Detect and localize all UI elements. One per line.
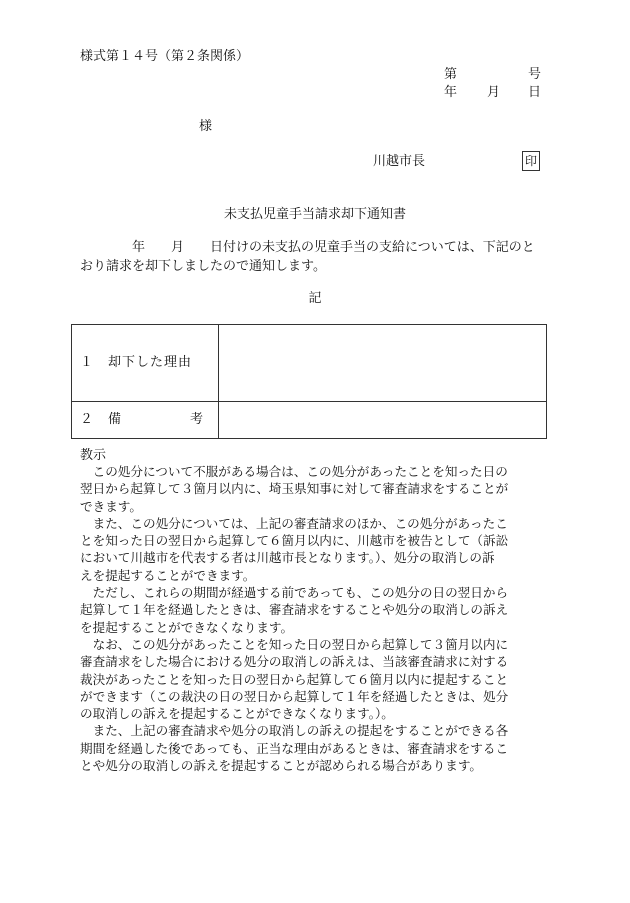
- notice-heading: 教示: [80, 448, 107, 463]
- notice-line: また、この処分については、上記の審査請求のほか、この処分があったこ: [92, 515, 508, 531]
- notice-line: 審査請求をした場合における処分の取消しの訴えは、当該審査請求に対する: [80, 654, 509, 670]
- notice-paragraph-1: [80, 463, 552, 515]
- notice-line: 期間を経過した後であっても、正当な理由があるときは、審査請求をするこ: [80, 740, 509, 756]
- remarks-label-start: ２ 備: [80, 412, 123, 427]
- number-prefix: 第: [444, 67, 458, 82]
- table-row: [72, 325, 547, 402]
- notice-line: とや処分の取消しの訴えを提起することが認められる場合があります。: [80, 758, 482, 774]
- notice-line: 翌日から起算して３箇月以内に、埼玉県知事に対して審査請求をすることが: [80, 481, 509, 497]
- notice-line: 裁決があったことを知った日の翌日から起算して６箇月以内に提起すること: [80, 671, 509, 687]
- rejection-reason-label: １ 却下した理由: [72, 325, 219, 402]
- notice-paragraph-4: [80, 636, 552, 722]
- notice-line: ができます（この裁決の日の翌日から起算して１年を経過したときは、処分: [80, 688, 509, 704]
- date-month: 月: [487, 85, 501, 100]
- remarks-label-end: 考: [189, 412, 204, 427]
- notice-body: [80, 463, 552, 774]
- issuer: 川越市長: [373, 154, 426, 169]
- notice-line: えを提起することができます。: [80, 567, 256, 583]
- intro-line: おり請求を却下しましたので通知します。: [80, 259, 326, 274]
- remarks-value: [219, 402, 547, 439]
- notice-paragraph-5: [80, 722, 552, 774]
- notice-line: とを知った日の翌日から起算して６箇月以内に、川越市を被告として（訴訟: [80, 533, 509, 549]
- date-year: 年: [444, 85, 458, 100]
- notice-line: なお、この処分があったことを知った日の翌日から起算して３箇月以内に: [92, 636, 509, 652]
- notice-line: 起算して１年を経過したときは、審査請求をすることや処分の取消しの訴え: [80, 602, 509, 618]
- notice-line: を提起することができなくなります。: [80, 619, 294, 635]
- notice-line: この処分について不服がある場合は、この処分があったことを知った日の: [92, 464, 508, 479]
- ki-heading: 記: [308, 291, 322, 306]
- notice-paragraph-3: [80, 584, 552, 636]
- date-day: 日: [528, 85, 542, 100]
- notice-line: の取消しの訴えを提起することができなくなります。）。: [80, 706, 394, 722]
- intro-paragraph: [80, 238, 560, 276]
- remarks-label: [72, 402, 219, 439]
- seal-box: 印: [522, 151, 540, 171]
- notice-line: ただし、これらの期間が経過する前であっても、この処分の日の翌日から: [92, 585, 509, 601]
- form-number: 様式第１４号（第２条関係）: [80, 49, 250, 64]
- number-suffix: 号: [528, 67, 542, 82]
- notice-line: できます。: [80, 498, 142, 514]
- document-title: 未支払児童手当請求却下通知書: [223, 207, 406, 222]
- addressee: 様: [199, 119, 213, 134]
- notice-line: において川越市を代表する者は川越市長となります。）、処分の取消しの訴: [80, 550, 495, 566]
- rejection-reason-value: [219, 325, 547, 402]
- notice-paragraph-2: [80, 515, 552, 584]
- details-table: [71, 324, 547, 439]
- intro-line: 年 月 日付けの未支払の児童手当の支給については、下記のと: [80, 240, 535, 255]
- table-row: [72, 402, 547, 439]
- notice-line: また、上記の審査請求や処分の取消しの訴えの提起をすることができる各: [92, 723, 509, 739]
